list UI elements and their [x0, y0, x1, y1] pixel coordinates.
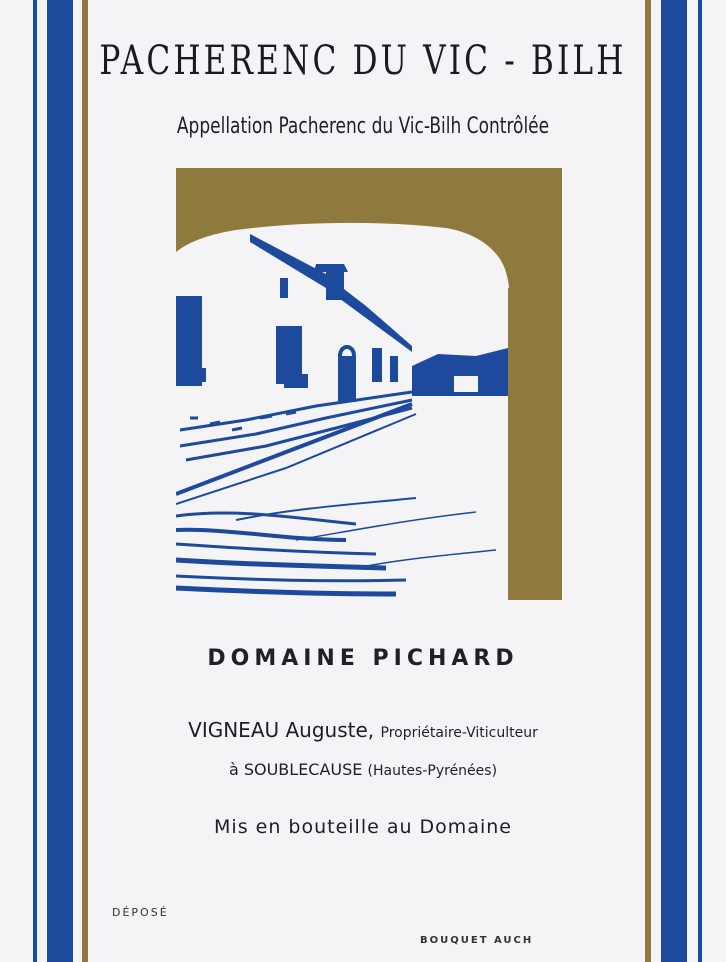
- wet-street: [176, 404, 496, 594]
- place-prefix: à SOUBLECAUSE: [228, 760, 363, 779]
- domaine-name: DOMAINE PICHARD: [207, 646, 519, 671]
- distant-houses: [412, 348, 508, 396]
- wine-title: PACHERENC DU VIC - BILH: [99, 38, 627, 84]
- village-street-illustration: [176, 168, 562, 600]
- place-region: (Hautes-Pyrénées): [367, 763, 498, 779]
- house-facade: [176, 234, 412, 400]
- owner-role: Propriétaire-Viticulteur: [380, 725, 538, 741]
- owner-line: [0, 718, 726, 742]
- deposited-mark: DÉPOSÉ: [112, 906, 169, 919]
- printer-mark: BOUQUET AUCH: [420, 935, 534, 946]
- owner-name: VIGNEAU Auguste,: [188, 718, 375, 742]
- bottling-statement: Mis en bouteille au Domaine: [214, 816, 512, 838]
- appellation-line: Appellation Pacherenc du Vic-Bilh Contrôlée: [176, 114, 550, 139]
- place-line: [0, 760, 726, 779]
